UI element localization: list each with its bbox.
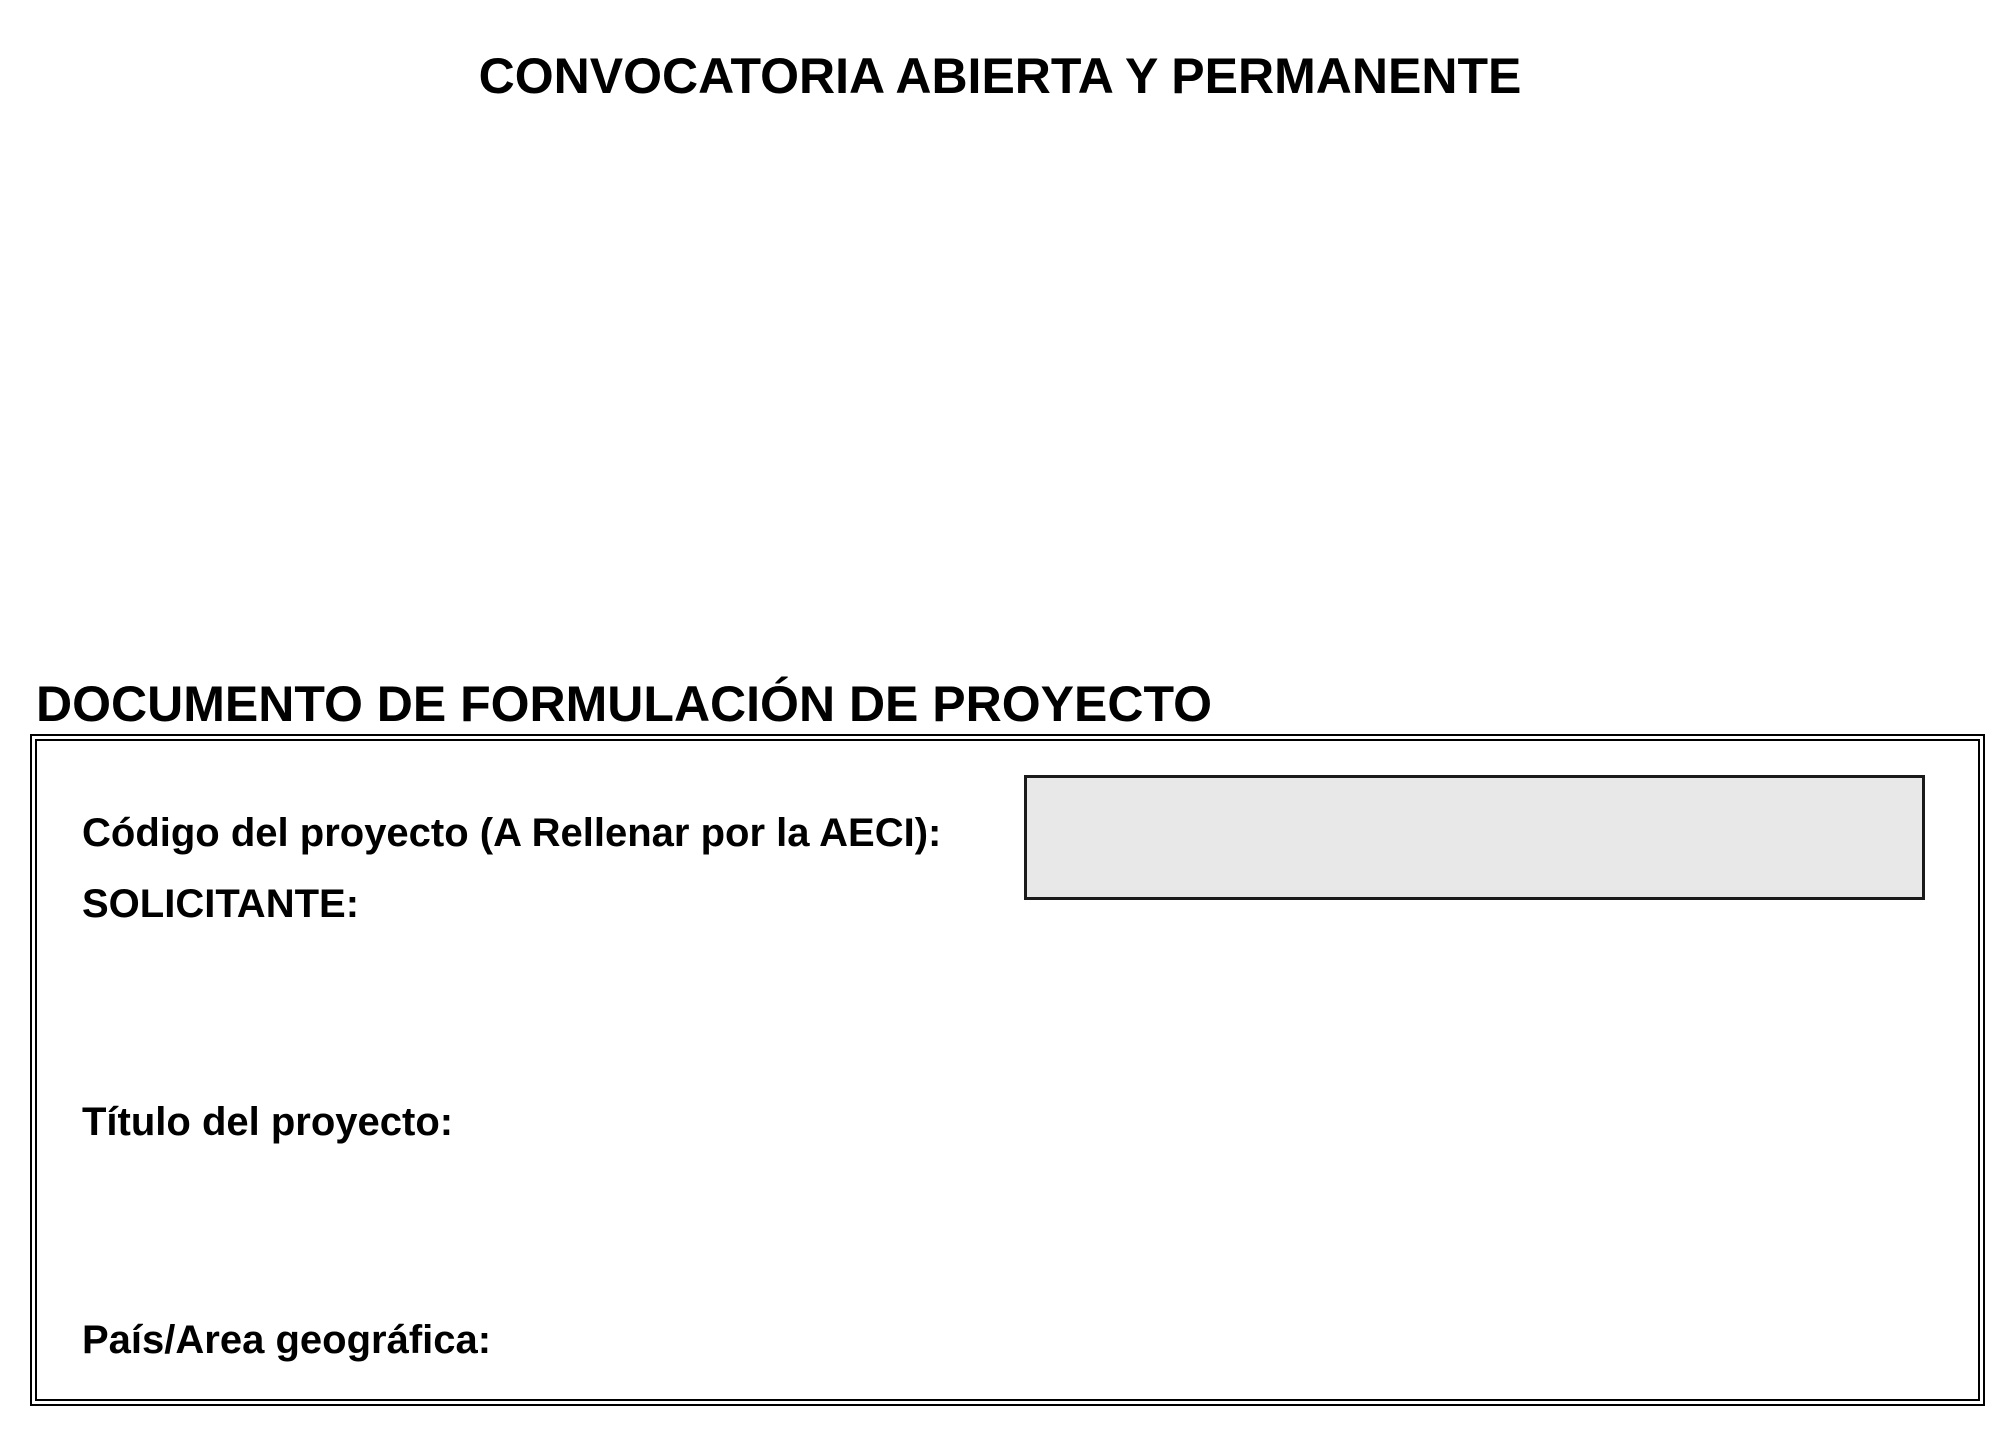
codigo-proyecto-label: Código del proyecto (A Rellenar por la AECI): [82, 811, 942, 855]
titulo-proyecto-label: Título del proyecto: [82, 1100, 454, 1144]
document-heading: DOCUMENTO DE FORMULACIÓN DE PROYECTO [36, 676, 1212, 732]
convocatoria-title: CONVOCATORIA ABIERTA Y PERMANENTE [478, 48, 1522, 104]
solicitante-label: SOLICITANTE: [82, 882, 360, 926]
project-form-box [30, 734, 1985, 1406]
pais-area-label: País/Area geográfica: [82, 1318, 492, 1362]
codigo-proyecto-field[interactable] [1024, 775, 1925, 900]
